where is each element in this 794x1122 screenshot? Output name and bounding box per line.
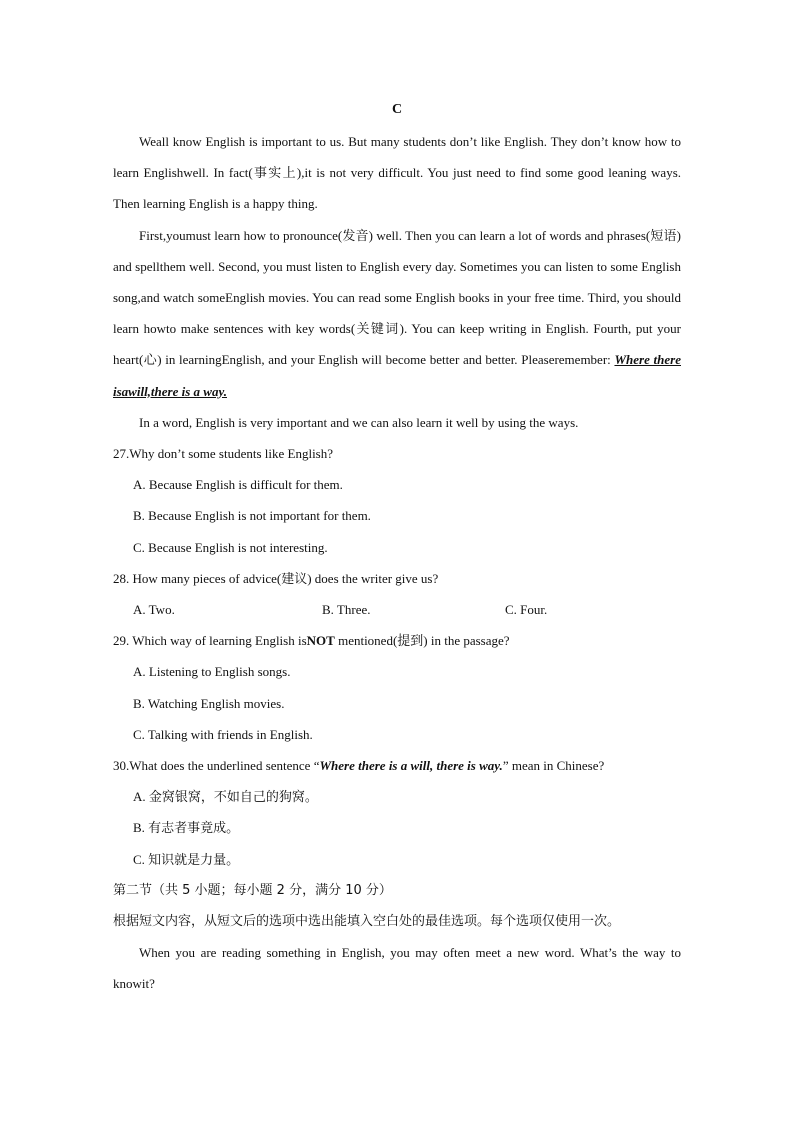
question-29-stem-emphasis: NOT xyxy=(306,633,335,649)
passage-heading: C xyxy=(391,102,403,117)
question-30-option-a: A. 金窝银窝，不如自己的狗窝。 xyxy=(133,789,318,805)
question-30-stem-end: ” mean in Chinese? xyxy=(502,758,605,774)
question-29-stem-end: mentioned(提到) in the passage? xyxy=(334,633,510,649)
question-27-option-c: C. Because English is not interesting. xyxy=(133,539,328,555)
question-29-stem-start: 29. Which way of learning English is xyxy=(113,633,307,649)
question-28-option-a: A. Two. xyxy=(133,602,175,618)
motto-underlined: Where there isawill,there is a way. xyxy=(113,352,681,399)
question-29-option-b: B. Watching English movies. xyxy=(133,695,285,711)
question-29-stem xyxy=(113,625,681,656)
section-2-instruction: 根据短文内容，从短文后的选项中选出能填入空白处的最佳选项。每个选项仅使用一次。 xyxy=(113,914,621,930)
section-2-passage-start: When you are reading something in English, you may often meet a new word. What’s the way to knowit? xyxy=(113,945,681,992)
question-28-options xyxy=(113,594,681,625)
paragraph-2-text: First,youmust learn how to pronounce(发音) well. Then you can learn a lot of words and phrases(短语) and spellthem well. Second, you must listen to English every day. Sometimes you can listen to some English song,and watch someEnglish movies. You can read some English books in your free time. Third, you should learn howto make sentences with key words(关键词). You can keep writing in English. Fourth, put your heart(心) in learningEnglish, and your English will become better and better. Pleaseremember: xyxy=(113,227,681,368)
passage-paragraph-1: Weall know English is important to us. But many students don’t like English. They don’t know how to learn Englishwell. In fact(事实上),it is not very difficult. You just need to find some good leaning ways. Then learning English is a happy thing. xyxy=(113,134,681,212)
question-30-stem xyxy=(113,750,681,781)
page-body xyxy=(113,126,681,1000)
section-2-title: 第二节（共 5 小题；每小题 2 分，满分 10 分） xyxy=(113,882,392,898)
question-27-option-b: B. Because English is not important for them. xyxy=(133,508,371,524)
question-30-stem-start: 30.What does the underlined sentence “ xyxy=(113,758,320,774)
question-29-option-c: C. Talking with friends in English. xyxy=(133,726,313,742)
question-27-stem: 27.Why don’t some students like English? xyxy=(113,446,334,462)
question-28-stem: 28. How many pieces of advice(建议) does the writer give us? xyxy=(113,570,439,586)
question-30-option-c: C. 知识就是力量。 xyxy=(133,851,240,867)
question-27-option-a: A. Because English is difficult for them. xyxy=(133,477,343,493)
passage-paragraph-2 xyxy=(113,220,681,407)
passage-paragraph-3: In a word, English is very important and we can also learn it well by using the ways. xyxy=(139,414,579,430)
question-30-option-b: B. 有志者事竟成。 xyxy=(133,820,240,836)
question-30-quoted-sentence: Where there is a will, there is way. xyxy=(319,758,503,774)
question-28-option-b: B. Three. xyxy=(322,602,371,618)
question-28-option-c: C. Four. xyxy=(505,602,548,618)
question-29-option-a: A. Listening to English songs. xyxy=(133,664,291,680)
